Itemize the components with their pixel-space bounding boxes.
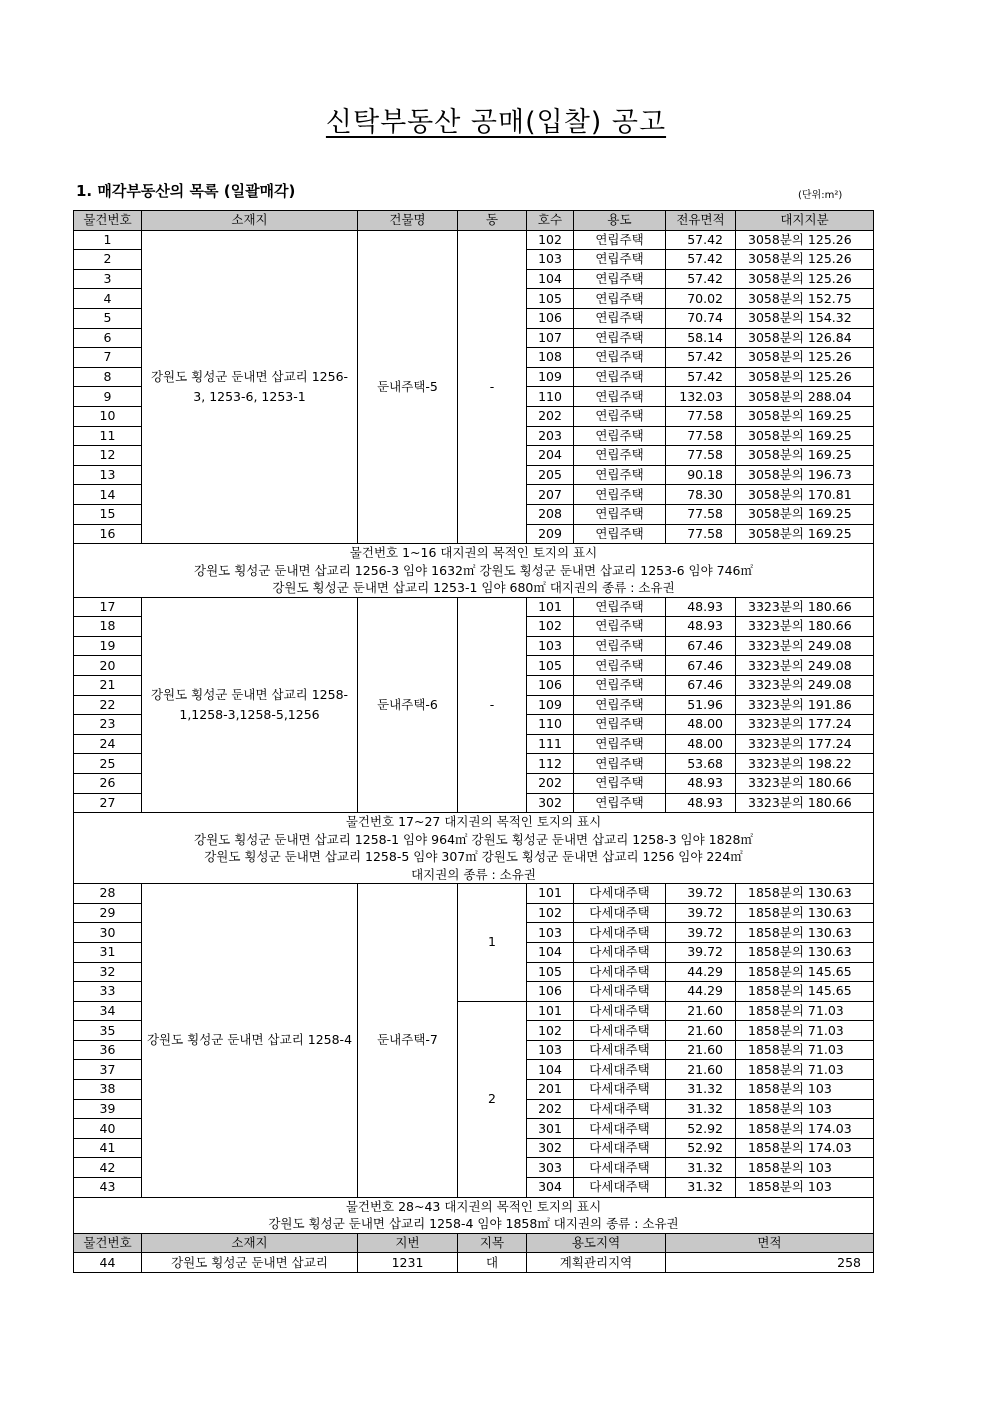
usage-cell: 연립주택 xyxy=(574,308,666,328)
land-share-cell: 1858분의 174.03 xyxy=(736,1119,874,1139)
exclusive-area-cell: 77.58 xyxy=(666,524,736,544)
land-share-cell: 3323분의 191.86 xyxy=(736,695,874,715)
exclusive-area-cell: 44.29 xyxy=(666,962,736,982)
header-cell: 지목 xyxy=(458,1233,527,1253)
item-number-cell: 8 xyxy=(74,367,142,387)
item-number-cell: 13 xyxy=(74,465,142,485)
item-number-cell: 31 xyxy=(74,942,142,962)
unit-number-cell: 103 xyxy=(527,923,574,943)
usage-cell: 다세대주택 xyxy=(574,1060,666,1080)
land-share-cell: 3323분의 180.66 xyxy=(736,617,874,637)
land-share-cell: 3323분의 180.66 xyxy=(736,773,874,793)
land-share-cell: 3058분의 125.26 xyxy=(736,250,874,270)
land-share-cell: 3058분의 125.26 xyxy=(736,230,874,250)
land-note-line: 대지권의 종류 : 소유권 xyxy=(411,866,536,882)
item-number-cell: 18 xyxy=(74,617,142,637)
usage-cell: 다세대주택 xyxy=(574,1138,666,1158)
exclusive-area-cell: 21.60 xyxy=(666,1040,736,1060)
unit-number-cell: 302 xyxy=(527,793,574,813)
exclusive-area-cell: 52.92 xyxy=(666,1138,736,1158)
item-number-cell: 32 xyxy=(74,962,142,982)
dong-cell: 2 xyxy=(458,1001,527,1197)
item-number-cell: 12 xyxy=(74,446,142,466)
item-number-cell: 37 xyxy=(74,1060,142,1080)
item-number-cell: 10 xyxy=(74,406,142,426)
usage-cell: 다세대주택 xyxy=(574,923,666,943)
land-note-cell xyxy=(74,1197,874,1233)
unit-number-cell: 203 xyxy=(527,426,574,446)
usage-cell: 연립주택 xyxy=(574,695,666,715)
usage-cell: 연립주택 xyxy=(574,465,666,485)
item-number-cell: 22 xyxy=(74,695,142,715)
header-cell: 건물명 xyxy=(358,211,458,231)
unit-number-cell: 202 xyxy=(527,406,574,426)
land-share-cell: 3058분의 288.04 xyxy=(736,387,874,407)
unit-number-cell: 110 xyxy=(527,715,574,735)
exclusive-area-cell: 31.32 xyxy=(666,1158,736,1178)
item-number-cell: 23 xyxy=(74,715,142,735)
land-header-row xyxy=(74,1233,874,1253)
document-title: 신탁부동산 공매(입찰) 공고 xyxy=(325,107,667,138)
land-cell: 계획관리지역 xyxy=(527,1253,666,1273)
exclusive-area-cell: 39.72 xyxy=(666,903,736,923)
exclusive-area-cell: 67.46 xyxy=(666,656,736,676)
unit-number-cell: 110 xyxy=(527,387,574,407)
unit-number-cell: 102 xyxy=(527,903,574,923)
table-row xyxy=(74,230,874,250)
land-note-line: 물건번호 1~16 대지권의 목적인 토지의 표시 xyxy=(349,545,598,561)
unit-number-cell: 105 xyxy=(527,656,574,676)
unit-number-cell: 104 xyxy=(527,269,574,289)
exclusive-area-cell: 51.96 xyxy=(666,695,736,715)
land-share-cell: 1858분의 103 xyxy=(736,1158,874,1178)
land-share-cell: 1858분의 130.63 xyxy=(736,903,874,923)
unit-number-cell: 102 xyxy=(527,1021,574,1041)
exclusive-area-cell: 132.03 xyxy=(666,387,736,407)
land-share-cell: 3323분의 249.08 xyxy=(736,636,874,656)
exclusive-area-cell: 48.93 xyxy=(666,793,736,813)
item-number-cell: 24 xyxy=(74,734,142,754)
table-row xyxy=(74,597,874,617)
item-number-cell: 5 xyxy=(74,308,142,328)
usage-cell: 연립주택 xyxy=(574,348,666,368)
land-share-cell: 3058분의 196.73 xyxy=(736,465,874,485)
usage-cell: 연립주택 xyxy=(574,250,666,270)
unit-number-cell: 302 xyxy=(527,1138,574,1158)
land-share-cell: 3058분의 170.81 xyxy=(736,485,874,505)
exclusive-area-cell: 77.58 xyxy=(666,426,736,446)
land-note-row xyxy=(74,813,874,884)
land-share-cell: 3058분의 169.25 xyxy=(736,406,874,426)
header-cell: 소재지 xyxy=(142,1233,358,1253)
exclusive-area-cell: 67.46 xyxy=(666,636,736,656)
land-note-cell xyxy=(74,813,874,884)
usage-cell: 연립주택 xyxy=(574,773,666,793)
item-number-cell: 41 xyxy=(74,1138,142,1158)
item-number-cell: 27 xyxy=(74,793,142,813)
exclusive-area-cell: 77.58 xyxy=(666,504,736,524)
unit-number-cell: 106 xyxy=(527,308,574,328)
land-note-cell xyxy=(74,544,874,598)
exclusive-area-cell: 48.93 xyxy=(666,597,736,617)
exclusive-area-cell: 57.42 xyxy=(666,348,736,368)
exclusive-area-cell: 77.58 xyxy=(666,446,736,466)
usage-cell: 다세대주택 xyxy=(574,1099,666,1119)
usage-cell: 연립주택 xyxy=(574,387,666,407)
land-share-cell: 3058분의 169.25 xyxy=(736,426,874,446)
land-note-line: 강원도 횡성군 둔내면 삽교리 1253-1 임야 680㎡ 대지권의 종류 : 소유권 xyxy=(272,580,675,596)
usage-cell: 연립주택 xyxy=(574,289,666,309)
land-share-cell: 1858분의 130.63 xyxy=(736,923,874,943)
exclusive-area-cell: 31.32 xyxy=(666,1080,736,1100)
exclusive-area-cell: 52.92 xyxy=(666,1119,736,1139)
unit-number-cell: 103 xyxy=(527,636,574,656)
unit-number-cell: 204 xyxy=(527,446,574,466)
land-share-cell: 1858분의 103 xyxy=(736,1099,874,1119)
item-number-cell: 28 xyxy=(74,884,142,904)
header-cell: 호수 xyxy=(527,211,574,231)
unit-number-cell: 111 xyxy=(527,734,574,754)
unit-number-cell: 105 xyxy=(527,962,574,982)
item-number-cell: 14 xyxy=(74,485,142,505)
usage-cell: 연립주택 xyxy=(574,367,666,387)
land-share-cell: 3058분의 154.32 xyxy=(736,308,874,328)
usage-cell: 다세대주택 xyxy=(574,884,666,904)
land-cell: 44 xyxy=(74,1253,142,1273)
item-number-cell: 43 xyxy=(74,1178,142,1198)
building-name-cell: 둔내주택-5 xyxy=(358,230,458,544)
item-number-cell: 7 xyxy=(74,348,142,368)
exclusive-area-cell: 39.72 xyxy=(666,884,736,904)
item-number-cell: 15 xyxy=(74,504,142,524)
land-share-cell: 3058분의 125.26 xyxy=(736,367,874,387)
land-share-cell: 1858분의 71.03 xyxy=(736,1040,874,1060)
item-number-cell: 20 xyxy=(74,656,142,676)
header-cell: 물건번호 xyxy=(74,211,142,231)
unit-number-cell: 205 xyxy=(527,465,574,485)
usage-cell: 연립주택 xyxy=(574,715,666,735)
exclusive-area-cell: 77.58 xyxy=(666,406,736,426)
usage-cell: 연립주택 xyxy=(574,446,666,466)
land-share-cell: 3323분의 180.66 xyxy=(736,597,874,617)
unit-number-cell: 303 xyxy=(527,1158,574,1178)
property-list-table xyxy=(73,210,874,1273)
item-number-cell: 19 xyxy=(74,636,142,656)
land-share-cell: 3323분의 249.08 xyxy=(736,656,874,676)
usage-cell: 다세대주택 xyxy=(574,903,666,923)
usage-cell: 연립주택 xyxy=(574,793,666,813)
land-share-cell: 1858분의 103 xyxy=(736,1080,874,1100)
item-number-cell: 34 xyxy=(74,1001,142,1021)
usage-cell: 연립주택 xyxy=(574,656,666,676)
land-share-cell: 3323분의 180.66 xyxy=(736,793,874,813)
land-share-cell: 1858분의 103 xyxy=(736,1178,874,1198)
land-note-line: 강원도 횡성군 둔내면 삽교리 1256-3 임야 1632㎡ 강원도 횡성군 둔내면 삽교리 1253-6 임야 746㎡ xyxy=(194,562,753,578)
header-cell: 대지지분 xyxy=(736,211,874,231)
usage-cell: 다세대주택 xyxy=(574,962,666,982)
usage-cell: 다세대주택 xyxy=(574,942,666,962)
exclusive-area-cell: 57.42 xyxy=(666,250,736,270)
exclusive-area-cell: 90.18 xyxy=(666,465,736,485)
item-number-cell: 36 xyxy=(74,1040,142,1060)
land-share-cell: 3323분의 177.24 xyxy=(736,734,874,754)
land-row xyxy=(74,1253,874,1273)
usage-cell: 연립주택 xyxy=(574,636,666,656)
unit-number-cell: 101 xyxy=(527,597,574,617)
unit-number-cell: 102 xyxy=(527,617,574,637)
land-cell: 258 xyxy=(666,1253,874,1273)
land-share-cell: 3323분의 249.08 xyxy=(736,675,874,695)
item-number-cell: 4 xyxy=(74,289,142,309)
land-share-cell: 1858분의 71.03 xyxy=(736,1060,874,1080)
dong-cell: - xyxy=(458,597,527,813)
land-share-cell: 3058분의 169.25 xyxy=(736,446,874,466)
unit-number-cell: 202 xyxy=(527,773,574,793)
unit-number-cell: 109 xyxy=(527,695,574,715)
exclusive-area-cell: 31.32 xyxy=(666,1099,736,1119)
item-number-cell: 17 xyxy=(74,597,142,617)
item-number-cell: 29 xyxy=(74,903,142,923)
exclusive-area-cell: 21.60 xyxy=(666,1001,736,1021)
header-cell: 물건번호 xyxy=(74,1233,142,1253)
unit-number-cell: 108 xyxy=(527,348,574,368)
item-number-cell: 25 xyxy=(74,754,142,774)
item-number-cell: 2 xyxy=(74,250,142,270)
item-number-cell: 26 xyxy=(74,773,142,793)
unit-number-cell: 301 xyxy=(527,1119,574,1139)
item-number-cell: 9 xyxy=(74,387,142,407)
usage-cell: 연립주택 xyxy=(574,754,666,774)
exclusive-area-cell: 48.00 xyxy=(666,734,736,754)
unit-number-cell: 207 xyxy=(527,485,574,505)
land-note-line: 물건번호 28~43 대지권의 목적인 토지의 표시 xyxy=(345,1198,602,1214)
usage-cell: 연립주택 xyxy=(574,230,666,250)
usage-cell: 다세대주택 xyxy=(574,1001,666,1021)
land-share-cell: 3058분의 125.26 xyxy=(736,348,874,368)
land-note-row xyxy=(74,544,874,598)
land-cell: 대 xyxy=(458,1253,527,1273)
exclusive-area-cell: 57.42 xyxy=(666,367,736,387)
location-cell: 강원도 횡성군 둔내면 삽교리 1258-1,1258-3,1258-5,1256 xyxy=(142,597,358,813)
usage-cell: 다세대주택 xyxy=(574,1119,666,1139)
header-cell: 전유면적 xyxy=(666,211,736,231)
header-cell: 소재지 xyxy=(142,211,358,231)
item-number-cell: 16 xyxy=(74,524,142,544)
exclusive-area-cell: 70.02 xyxy=(666,289,736,309)
item-number-cell: 1 xyxy=(74,230,142,250)
usage-cell: 연립주택 xyxy=(574,597,666,617)
land-note-line: 강원도 횡성군 둔내면 삽교리 1258-5 임야 307㎡ 강원도 횡성군 둔내면 삽교리 1256 임야 224㎡ xyxy=(204,849,743,865)
land-share-cell: 1858분의 71.03 xyxy=(736,1021,874,1041)
land-share-cell: 1858분의 145.65 xyxy=(736,962,874,982)
land-cell: 강원도 횡성군 둔내면 삽교리 xyxy=(142,1253,358,1273)
item-number-cell: 3 xyxy=(74,269,142,289)
usage-cell: 연립주택 xyxy=(574,328,666,348)
usage-cell: 다세대주택 xyxy=(574,1040,666,1060)
exclusive-area-cell: 21.60 xyxy=(666,1060,736,1080)
usage-cell: 다세대주택 xyxy=(574,1021,666,1041)
unit-number-cell: 102 xyxy=(527,230,574,250)
land-share-cell: 3058분의 169.25 xyxy=(736,524,874,544)
unit-number-cell: 304 xyxy=(527,1178,574,1198)
unit-number-cell: 106 xyxy=(527,675,574,695)
usage-cell: 다세대주택 xyxy=(574,982,666,1002)
usage-cell: 다세대주택 xyxy=(574,1080,666,1100)
usage-cell: 연립주택 xyxy=(574,426,666,446)
land-note-line: 강원도 횡성군 둔내면 삽교리 1258-1 임야 964㎡ 강원도 횡성군 둔내면 삽교리 1258-3 임야 1828㎡ xyxy=(194,831,753,847)
usage-cell: 연립주택 xyxy=(574,504,666,524)
unit-number-cell: 101 xyxy=(527,1001,574,1021)
unit-number-cell: 208 xyxy=(527,504,574,524)
usage-cell: 다세대주택 xyxy=(574,1158,666,1178)
land-share-cell: 1858분의 130.63 xyxy=(736,942,874,962)
header-cell: 면적 xyxy=(666,1233,874,1253)
header-cell: 지번 xyxy=(358,1233,458,1253)
land-note-row xyxy=(74,1197,874,1233)
unit-number-cell: 105 xyxy=(527,289,574,309)
exclusive-area-cell: 57.42 xyxy=(666,230,736,250)
exclusive-area-cell: 58.14 xyxy=(666,328,736,348)
header-cell: 용도지역 xyxy=(527,1233,666,1253)
exclusive-area-cell: 48.93 xyxy=(666,617,736,637)
unit-number-cell: 209 xyxy=(527,524,574,544)
item-number-cell: 40 xyxy=(74,1119,142,1139)
exclusive-area-cell: 21.60 xyxy=(666,1021,736,1041)
usage-cell: 연립주택 xyxy=(574,406,666,426)
land-share-cell: 1858분의 145.65 xyxy=(736,982,874,1002)
unit-number-cell: 104 xyxy=(527,942,574,962)
unit-number-cell: 202 xyxy=(527,1099,574,1119)
dong-cell: 1 xyxy=(458,884,527,1002)
item-number-cell: 35 xyxy=(74,1021,142,1041)
unit-number-cell: 109 xyxy=(527,367,574,387)
exclusive-area-cell: 39.72 xyxy=(666,923,736,943)
unit-number-cell: 104 xyxy=(527,1060,574,1080)
unit-number-cell: 103 xyxy=(527,250,574,270)
building-name-cell: 둔내주택-6 xyxy=(358,597,458,813)
table-header-row xyxy=(74,211,874,231)
exclusive-area-cell: 31.32 xyxy=(666,1178,736,1198)
unit-number-cell: 112 xyxy=(527,754,574,774)
usage-cell: 연립주택 xyxy=(574,524,666,544)
land-note-line: 강원도 횡성군 둔내면 삽교리 1258-4 임야 1858㎡ 대지권의 종류 : 소유권 xyxy=(268,1216,679,1232)
item-number-cell: 11 xyxy=(74,426,142,446)
item-number-cell: 42 xyxy=(74,1158,142,1178)
location-cell: 강원도 횡성군 둔내면 삽교리 1256-3, 1253-6, 1253-1 xyxy=(142,230,358,544)
usage-cell: 연립주택 xyxy=(574,675,666,695)
exclusive-area-cell: 44.29 xyxy=(666,982,736,1002)
exclusive-area-cell: 39.72 xyxy=(666,942,736,962)
land-share-cell: 3323분의 198.22 xyxy=(736,754,874,774)
item-number-cell: 21 xyxy=(74,675,142,695)
item-number-cell: 30 xyxy=(74,923,142,943)
exclusive-area-cell: 48.00 xyxy=(666,715,736,735)
item-number-cell: 38 xyxy=(74,1080,142,1100)
unit-number-cell: 201 xyxy=(527,1080,574,1100)
location-cell: 강원도 횡성군 둔내면 삽교리 1258-4 xyxy=(142,884,358,1198)
section-title: 1. 매각부동산의 목록 (일괄매각) xyxy=(76,182,296,200)
unit-number-cell: 101 xyxy=(527,884,574,904)
exclusive-area-cell: 48.93 xyxy=(666,773,736,793)
usage-cell: 다세대주택 xyxy=(574,1178,666,1198)
land-share-cell: 3058분의 152.75 xyxy=(736,289,874,309)
land-note-line: 물건번호 17~27 대지권의 목적인 토지의 표시 xyxy=(345,814,602,830)
usage-cell: 연립주택 xyxy=(574,485,666,505)
unit-number-cell: 107 xyxy=(527,328,574,348)
unit-number-cell: 103 xyxy=(527,1040,574,1060)
building-name-cell: 둔내주택-7 xyxy=(358,884,458,1198)
land-share-cell: 1858분의 130.63 xyxy=(736,884,874,904)
item-number-cell: 39 xyxy=(74,1099,142,1119)
exclusive-area-cell: 70.74 xyxy=(666,308,736,328)
exclusive-area-cell: 57.42 xyxy=(666,269,736,289)
land-share-cell: 3323분의 177.24 xyxy=(736,715,874,735)
land-share-cell: 1858분의 71.03 xyxy=(736,1001,874,1021)
land-share-cell: 1858분의 174.03 xyxy=(736,1138,874,1158)
usage-cell: 연립주택 xyxy=(574,269,666,289)
dong-cell: - xyxy=(458,230,527,544)
exclusive-area-cell: 67.46 xyxy=(666,675,736,695)
exclusive-area-cell: 78.30 xyxy=(666,485,736,505)
usage-cell: 연립주택 xyxy=(574,617,666,637)
land-share-cell: 3058분의 169.25 xyxy=(736,504,874,524)
item-number-cell: 6 xyxy=(74,328,142,348)
land-share-cell: 3058분의 125.26 xyxy=(736,269,874,289)
unit-number-cell: 106 xyxy=(527,982,574,1002)
header-cell: 용도 xyxy=(574,211,666,231)
item-number-cell: 33 xyxy=(74,982,142,1002)
header-cell: 동 xyxy=(458,211,527,231)
exclusive-area-cell: 53.68 xyxy=(666,754,736,774)
land-share-cell: 3058분의 126.84 xyxy=(736,328,874,348)
table-row xyxy=(74,884,874,904)
land-cell: 1231 xyxy=(358,1253,458,1273)
unit-note: (단위:m²) xyxy=(798,190,843,201)
usage-cell: 연립주택 xyxy=(574,734,666,754)
